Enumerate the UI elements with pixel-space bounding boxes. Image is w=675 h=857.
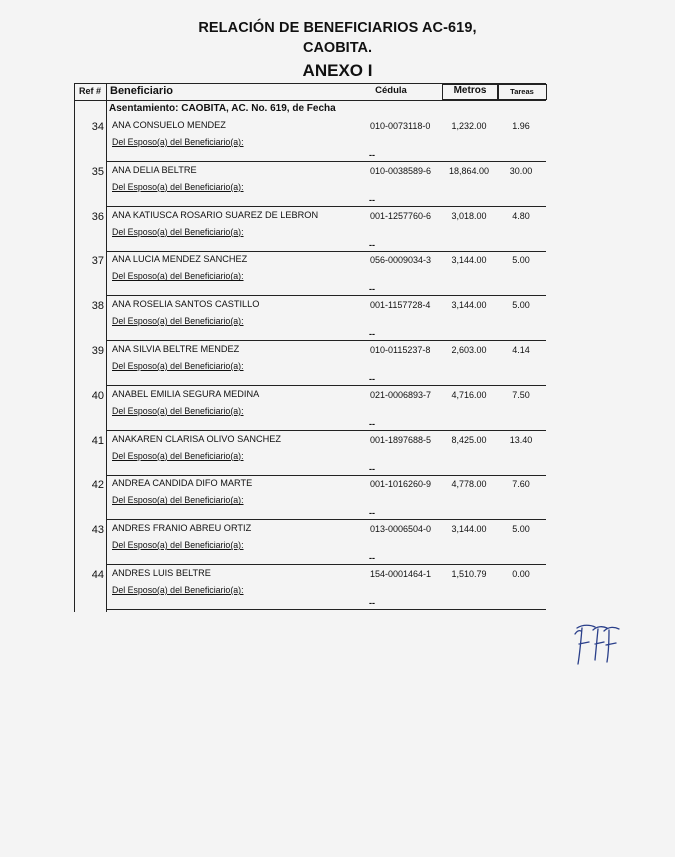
cedula-value: 001-1257760-6 — [370, 210, 432, 221]
document-subtitle: CAOBITA. — [302, 40, 372, 56]
metros-value: 1,232.00 — [451, 121, 487, 131]
header-ref: Ref # — [79, 86, 102, 96]
tareas-value: 5.00 — [512, 524, 530, 535]
beneficiary-name: ANDRES FRANIO ABREU ORTIZ — [112, 523, 252, 534]
metros-value: 2,603.00 — [451, 345, 487, 355]
ref-number: 41 — [91, 434, 104, 447]
row-divider — [106, 609, 546, 610]
ref-number: 42 — [91, 479, 104, 492]
table-row — [75, 520, 546, 565]
metros-value: 3,144.00 — [451, 524, 487, 535]
spouse-cedula-value: -- — [369, 194, 375, 205]
beneficiary-name: ANDREA CANDIDA DIFO MARTE — [112, 478, 253, 489]
header-bottom-rule — [75, 100, 546, 101]
table-row — [75, 162, 546, 207]
spouse-label: Del Esposo(a) del Beneficiario(a): — [112, 361, 244, 371]
spouse-label: Del Esposo(a) del Beneficiario(a): — [112, 316, 244, 327]
spouse-label: Del Esposo(a) del Beneficiario(a): — [112, 540, 244, 551]
spouse-label: Del Esposo(a) del Beneficiario(a): — [112, 495, 244, 506]
tareas-value: 4.80 — [512, 210, 530, 221]
metros-value: 1,510.79 — [451, 569, 487, 579]
spouse-label: Del Esposo(a) del Beneficiario(a): — [112, 181, 244, 192]
spouse-cedula-value: -- — [369, 374, 375, 384]
spouse-label: Del Esposo(a) del Beneficiario(a): — [112, 405, 244, 416]
ref-number: 37 — [91, 255, 104, 268]
cedula-value: 001-1016260-9 — [370, 479, 432, 490]
ref-number: 43 — [91, 524, 104, 537]
signature-initials — [573, 622, 623, 667]
header-beneficiario: Beneficiario — [110, 85, 173, 97]
cedula-value: 010-0073118-0 — [370, 121, 431, 131]
ref-number: 40 — [91, 389, 104, 402]
spouse-cedula-value: -- — [369, 508, 375, 519]
spouse-label: Del Esposo(a) del Beneficiario(a): — [112, 271, 244, 282]
cedula-value: 001-1157728-4 — [370, 300, 431, 311]
header-cedula: Cédula — [375, 85, 407, 96]
spouse-label: Del Esposo(a) del Beneficiario(a): — [112, 450, 244, 461]
tareas-value: 0.00 — [512, 569, 530, 579]
ref-number: 35 — [91, 165, 104, 178]
tareas-value: 1.96 — [512, 121, 530, 131]
metros-value: 4,716.00 — [451, 389, 487, 400]
cedula-value: 001-1897688-5 — [370, 434, 432, 445]
ref-number: 34 — [91, 121, 104, 133]
tareas-value: 13.40 — [509, 434, 533, 445]
tareas-value: 7.60 — [512, 479, 530, 490]
spouse-cedula-value: -- — [369, 553, 375, 564]
spouse-cedula-value: -- — [369, 239, 375, 250]
tareas-value: 5.00 — [512, 300, 530, 311]
spouse-label: Del Esposo(a) del Beneficiario(a): — [112, 137, 244, 147]
metros-value: 3,018.00 — [451, 210, 487, 221]
header-metros: Metros — [453, 85, 487, 96]
beneficiary-name: ANAKAREN CLARISA OLIVO SANCHEZ — [112, 433, 281, 444]
cedula-value: 154-0001464-1 — [370, 569, 432, 579]
beneficiary-name: ANABEL EMILIA SEGURA MEDINA — [112, 388, 260, 399]
spouse-cedula-value: -- — [369, 329, 375, 340]
beneficiary-name: ANA SILVIA BELTRE MENDEZ — [112, 344, 240, 354]
spouse-cedula-value: -- — [369, 598, 375, 608]
metros-value: 3,144.00 — [451, 255, 487, 266]
beneficiary-name: ANA ROSELIA SANTOS CASTILLO — [112, 299, 260, 310]
annex-heading: ANEXO I — [302, 61, 373, 80]
beneficiary-name: ANA CONSUELO MENDEZ — [112, 120, 226, 130]
table-row — [75, 341, 546, 386]
tareas-value: 5.00 — [512, 255, 530, 266]
ref-number: 38 — [91, 300, 104, 313]
cedula-value: 021-0006893-7 — [370, 389, 432, 400]
cedula-value: 013-0006504-0 — [370, 524, 432, 535]
beneficiary-name: ANA LUCIA MENDEZ SANCHEZ — [112, 254, 248, 265]
table-row — [75, 386, 546, 431]
table-row — [75, 207, 546, 252]
beneficiary-name: ANDRES LUIS BELTRE — [112, 568, 211, 578]
asentamiento-label: Asentamiento: CAOBITA, AC. No. 619, de Fecha — [109, 103, 336, 114]
spouse-label: Del Esposo(a) del Beneficiario(a): — [112, 585, 244, 595]
beneficiaries-table — [74, 83, 546, 612]
table-row — [75, 475, 546, 520]
ref-number: 39 — [91, 345, 104, 357]
cedula-value: 056-0009034-3 — [370, 255, 432, 266]
tareas-value: 7.50 — [512, 389, 530, 400]
metros-value: 18,864.00 — [448, 165, 490, 176]
metros-value: 4,778.00 — [451, 479, 487, 490]
beneficiary-name: ANA KATIUSCA ROSARIO SUAREZ DE LEBRON — [112, 209, 319, 220]
spouse-label: Del Esposo(a) del Beneficiario(a): — [112, 226, 244, 237]
cedula-value: 010-0115237-8 — [370, 345, 431, 355]
table-row — [75, 251, 546, 296]
metros-value: 3,144.00 — [451, 300, 487, 311]
document-title: RELACIÓN DE BENEFICIARIOS AC-619, — [198, 20, 477, 36]
beneficiary-name: ANA DELIA BELTRE — [112, 164, 197, 175]
table-row — [75, 431, 546, 476]
spouse-cedula-value: -- — [369, 463, 375, 474]
tareas-value: 4.14 — [512, 345, 530, 355]
ref-number: 44 — [91, 569, 104, 581]
spouse-cedula-value: -- — [369, 284, 375, 295]
spouse-cedula-value: -- — [369, 418, 375, 429]
metros-value: 8,425.00 — [451, 434, 487, 445]
cedula-value: 010-0038589-6 — [370, 165, 432, 176]
table-row — [75, 565, 546, 610]
ref-number: 36 — [91, 210, 104, 223]
spouse-cedula-value: -- — [369, 150, 375, 160]
header-tareas: Tareas — [510, 87, 534, 96]
table-row — [75, 117, 546, 162]
table-row — [75, 296, 546, 341]
tareas-value: 30.00 — [509, 165, 533, 176]
